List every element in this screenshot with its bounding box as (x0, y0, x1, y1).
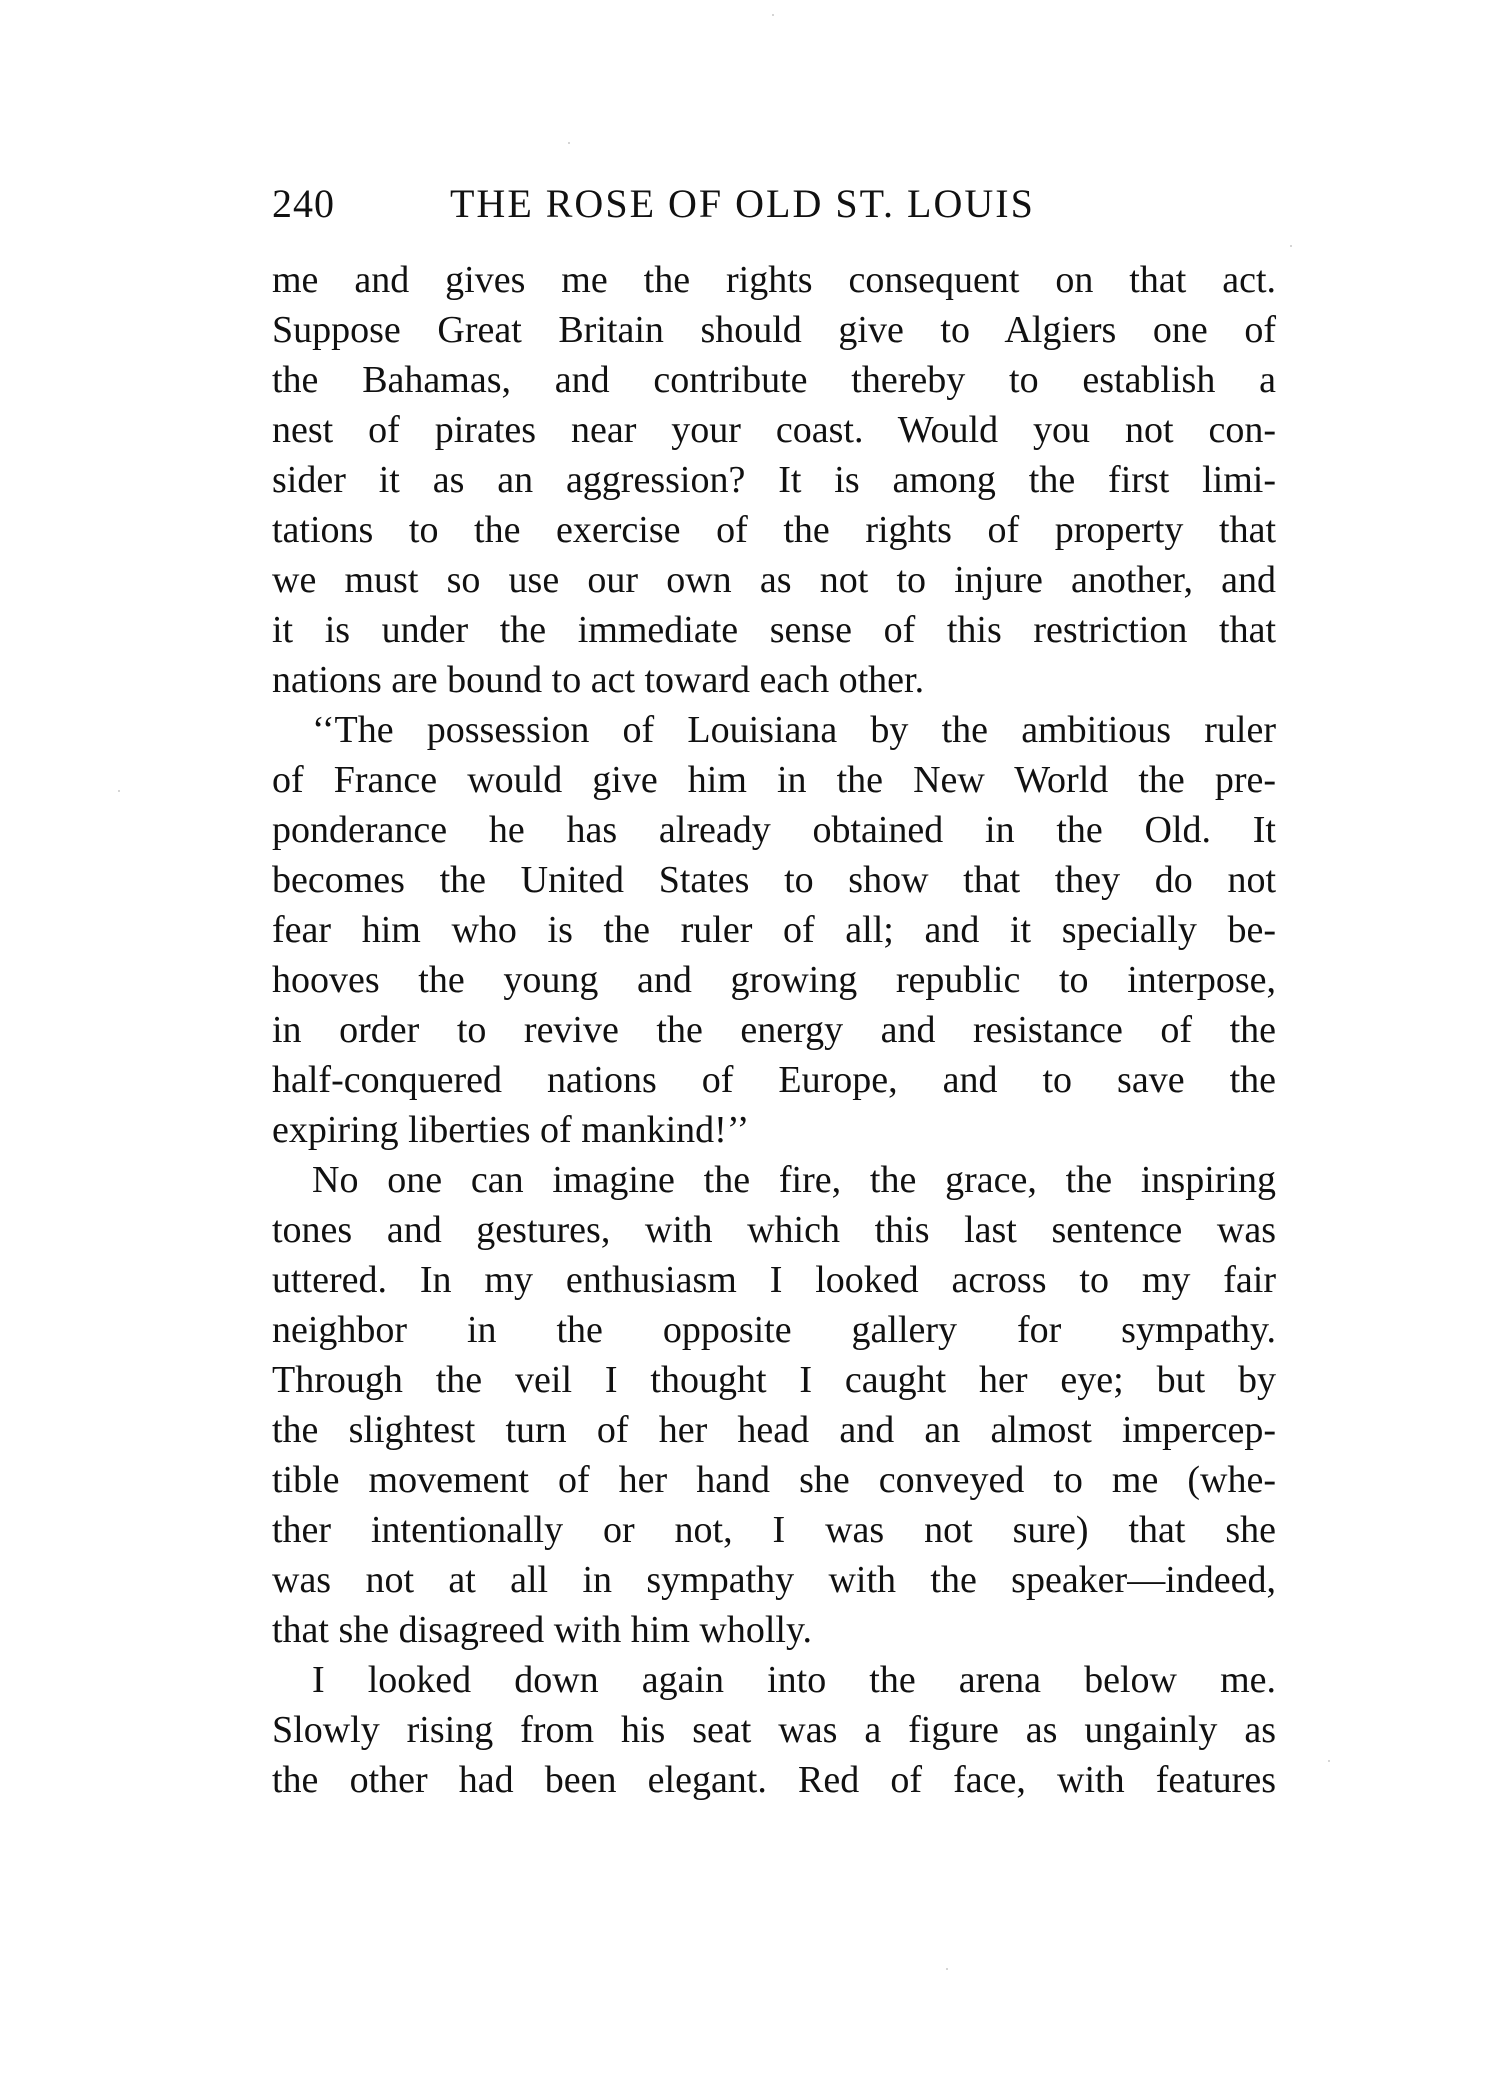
text-line: me and gives me the rights consequent on that act. (272, 259, 1276, 301)
text-line: expiring liberties of mankind!’’ (272, 1109, 750, 1151)
text-line: the other had been elegant. Red of face, with features (272, 1759, 1276, 1801)
scan-speck (568, 142, 570, 144)
text-line: uttered. In my enthusiasm I looked across to my fair (272, 1259, 1276, 1301)
text-line: ‘‘The possession of Louisiana by the ambitious ruler (312, 709, 1276, 751)
text-line: fear him who is the ruler of all; and it specially be- (272, 909, 1276, 951)
text-line: in order to revive the energy and resistance of the (272, 1009, 1276, 1051)
text-line: nest of pirates near your coast. Would you not con- (272, 409, 1276, 451)
body-text (272, 255, 1276, 1805)
text-line: half-conquered nations of Europe, and to save the (272, 1059, 1276, 1101)
scan-speck (772, 14, 774, 16)
text-line: it is under the immediate sense of this restriction that (272, 609, 1276, 651)
text-line: Through the veil I thought I caught her eye; but by (272, 1359, 1276, 1401)
text-line: tones and gestures, with which this last sentence was (272, 1209, 1276, 1251)
text-line: we must so use our own as not to injure another, and (272, 559, 1276, 601)
text-line: was not at all in sympathy with the speaker—indeed, (272, 1559, 1276, 1601)
text-line: Suppose Great Britain should give to Algiers one of (272, 309, 1276, 351)
scan-speck (946, 1968, 948, 1970)
text-line: nations are bound to act toward each other. (272, 659, 925, 701)
text-line: the slightest turn of her head and an almost impercep- (272, 1409, 1276, 1451)
text-line: I looked down again into the arena below me. (312, 1659, 1276, 1701)
text-line: neighbor in the opposite gallery for sympathy. (272, 1309, 1276, 1351)
text-line: Slowly rising from his seat was a figure as ungainly as (272, 1709, 1276, 1751)
text-line: ther intentionally or not, I was not sure) that she (272, 1509, 1276, 1551)
text-line: tations to the exercise of the rights of property that (272, 509, 1276, 551)
text-line: ponderance he has already obtained in the Old. It (272, 809, 1276, 851)
scan-speck (1290, 245, 1292, 247)
page-header (272, 172, 1272, 232)
scan-speck (118, 790, 120, 792)
text-line: becomes the United States to show that they do not (272, 859, 1276, 901)
text-line: hooves the young and growing republic to interpose, (272, 959, 1276, 1001)
text-line: No one can imagine the fire, the grace, the inspiring (312, 1159, 1276, 1201)
page-number: 240 (272, 181, 335, 226)
text-line: that she disagreed with him wholly. (272, 1609, 812, 1651)
text-line: sider it as an aggression? It is among the first limi- (272, 459, 1276, 501)
text-line: of France would give him in the New World the pre- (272, 759, 1276, 801)
text-line: tible movement of her hand she conveyed to me (whe- (272, 1459, 1276, 1501)
scan-speck (1328, 1760, 1330, 1762)
running-title: THE ROSE OF OLD ST. LOUIS (450, 181, 1035, 226)
text-line: the Bahamas, and contribute thereby to establish a (272, 359, 1276, 401)
